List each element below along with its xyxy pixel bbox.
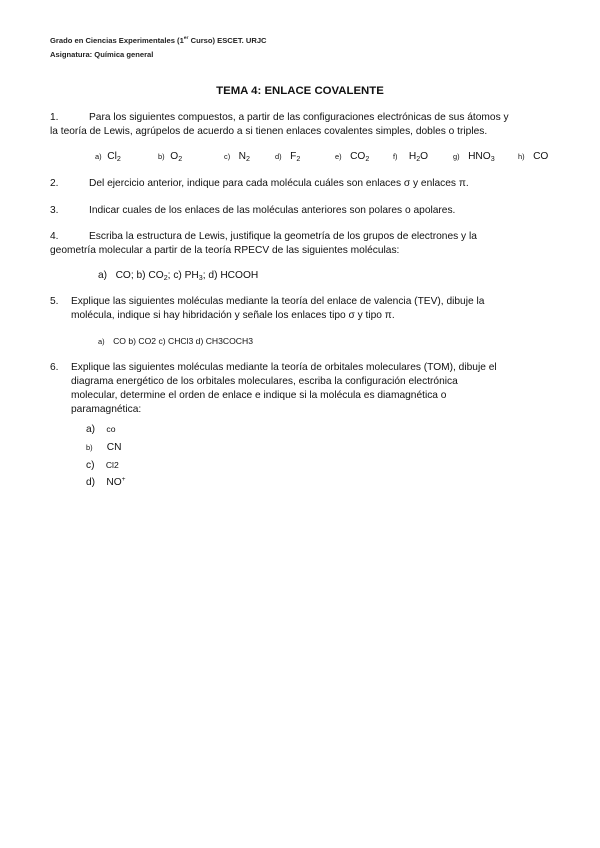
q5-line1: Explique las siguientes moléculas mediante la teoría del enlace de valencia (TEV), dibuje la <box>71 296 485 307</box>
option-label: e) <box>335 152 342 161</box>
formula-subscript: 3 <box>490 155 495 163</box>
q2-number: 2. <box>50 178 59 189</box>
q1-line1: Para los siguientes compuestos, a partir de las configuraciones electrónicas de sus átomos y <box>89 112 509 123</box>
formula: H <box>408 151 417 162</box>
item-formula: CN <box>106 442 122 453</box>
q3-text: Indicar cuales de los enlaces de las moléculas anteriores son polares o apolares. <box>89 205 456 216</box>
course-year-superscript: er <box>183 36 189 41</box>
q3-number: 3. <box>50 205 59 216</box>
formula-subscript: 2 <box>163 274 168 282</box>
q6-number: 6. <box>50 362 59 373</box>
option-label: a) <box>98 337 105 346</box>
q1-number: 1. <box>50 112 59 123</box>
formula-part: ; c) PH <box>167 270 199 281</box>
q4-line2: geometría molecular a partir de la teoría RPECV de las siguientes moléculas: <box>50 245 400 256</box>
formula-subscript: 3 <box>198 274 203 282</box>
q1-option <box>453 151 495 162</box>
formula-part: ; d) HCOOH <box>202 270 259 281</box>
q5-line2: molécula, indique si hay hibridación y señale los enlaces tipo σ y tipo π. <box>71 310 395 321</box>
option-text: CO b) CO2 c) CHCl3 d) CH3COCH3 <box>113 336 253 346</box>
q1-option <box>393 151 428 162</box>
item-label: a) <box>86 424 96 435</box>
formula: O <box>170 151 179 162</box>
formula-subscript: 2 <box>178 155 183 163</box>
q6-line4: paramagnética: <box>71 404 142 415</box>
item-charge-superscript: + <box>121 476 126 483</box>
q6-item <box>86 460 119 471</box>
item-formula: co <box>106 424 116 434</box>
q1-line2: la teoría de Lewis, agrúpelos de acuerdo a si tienen enlaces covalentes simples, dobles o triples. <box>50 126 488 137</box>
formula-subscript: 2 <box>116 155 121 163</box>
formula: CO <box>350 151 366 162</box>
item-label: c) <box>86 460 95 471</box>
formula: F <box>290 151 297 162</box>
course-line-suffix: Curso) ESCET. URJC <box>188 36 267 45</box>
formula-subscript: 2 <box>365 155 370 163</box>
subject-header: Asignatura: Química general <box>50 50 154 59</box>
option-label: a) <box>98 270 108 281</box>
formula: Cl <box>107 151 117 162</box>
option-label: g) <box>453 152 460 161</box>
item-label: d) <box>86 477 96 488</box>
option-label: c) <box>224 152 231 161</box>
item-formula: NO <box>106 477 122 488</box>
q2-text: Del ejercicio anterior, indique para cada molécula cuáles son enlaces σ y enlaces π. <box>89 178 469 189</box>
option-label: f) <box>393 152 398 161</box>
q5-number: 5. <box>50 296 59 307</box>
q1-option <box>518 151 548 162</box>
formula-subscript: 2 <box>246 155 250 163</box>
formula-subscript: 2 <box>296 155 301 163</box>
q5-options <box>98 336 253 347</box>
option-label: h) <box>518 152 525 161</box>
formula-tail: O <box>420 151 429 162</box>
formula: CO <box>533 151 549 162</box>
q1-option <box>95 151 121 162</box>
q1-option <box>224 151 250 162</box>
formula-part: CO; b) CO <box>115 270 164 281</box>
option-label: b) <box>158 152 165 161</box>
q1-option <box>275 151 300 162</box>
q6-line2: diagrama energético de los orbitales moleculares, escriba la configuración electrónica <box>71 376 458 387</box>
q6-item <box>86 442 121 453</box>
q6-item <box>86 477 126 488</box>
option-label: a) <box>95 152 102 161</box>
course-header <box>50 36 267 45</box>
page-title: TEMA 4: ENLACE COVALENTE <box>216 85 384 97</box>
q6-line3: molecular, determine el orden de enlace e indique si la molécula es diamagnética o <box>71 390 447 401</box>
q4-line1: Escriba la estructura de Lewis, justifique la geometría de los grupos de electrones y la <box>89 231 477 242</box>
option-label: d) <box>275 152 282 161</box>
item-label: b) <box>86 443 93 452</box>
formula: N <box>238 151 247 162</box>
formula-subscript: 2 <box>416 155 421 163</box>
q4-options <box>98 270 258 281</box>
q1-option <box>335 151 369 162</box>
course-line-text: Grado en Ciencias Experimentales (1 <box>50 36 184 45</box>
formula: HNO <box>468 151 491 162</box>
item-formula: Cl2 <box>105 460 119 470</box>
q4-number: 4. <box>50 231 59 242</box>
q6-item <box>86 424 115 435</box>
q6-line1: Explique las siguientes moléculas mediante la teoría de orbitales moleculares (TOM), dibuje el <box>71 362 497 373</box>
q1-option <box>158 151 182 162</box>
